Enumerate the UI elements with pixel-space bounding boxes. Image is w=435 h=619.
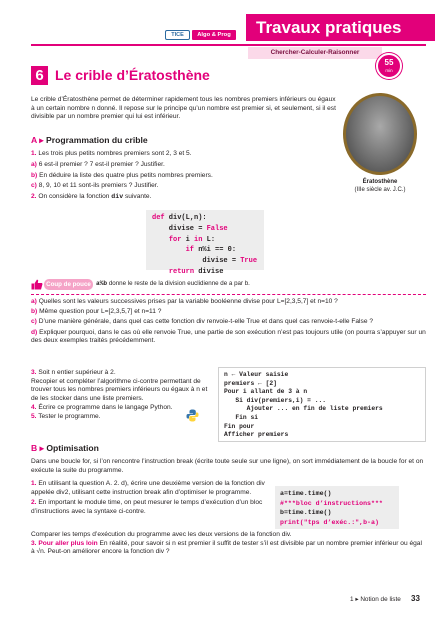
algo-line: Ajouter ... en fin de liste premiers [224,405,383,413]
code-line: def div(L,n): [152,214,207,222]
question-4: 4. Écrire ce programme dans le langage Python. [31,403,173,411]
question-b3: 3. Pour aller plus loin En réalité, pour savoir si n est premier il suffit de tester s’il est divisible par un nombre premier inférieur ou égal à √n. Peut-on améliorer encore la fonction div ? [31,539,422,556]
timer-value: 55 [384,58,394,67]
question-2c: c) D’une manière générale, dans quel cas cette fonction div renvoie-t-elle True et dans quel cas renvoie-t-elle False ? [31,318,373,326]
code-line: b=time.time() [280,509,332,517]
question-5: 5. Tester le programme. [31,412,101,420]
question-2b: b) Même question pour L=[2,3,5,7] et n=11 ? [31,308,162,316]
code-line: divise = False [152,224,228,233]
code-line: #***bloc d’instructions*** [280,499,383,507]
banner-tab [406,14,435,41]
tip-divider [31,294,426,295]
section-a-questions [31,150,331,204]
play-arrow-icon: ▸ [39,443,44,453]
portrait-century: (IIIe siècle av. J.C.) [354,186,406,193]
question-1c: c) 8, 9, 10 et 11 sont-ils premiers ? Justifier. [31,182,159,190]
section-b-heading [31,443,99,454]
question-1b: b) En déduire la liste des quatre plus petits nombres premiers. [31,171,213,179]
section-b-tail [31,531,426,557]
algo-line: Afficher premiers [224,431,289,439]
question-1a: a) 6 est-il premier ? 7 est-il premier ? Justifier. [31,160,165,168]
timer-badge [376,53,402,79]
section-b-letter: B [31,443,38,453]
question-1: 1. Les trois plus petits nombres premiers sont 2, 3 et 5. [31,150,192,157]
section-b-intro: Dans une boucle for, si l’on rencontre l’instruction break (écrite toute seule sur une ligne), on sort immédiatement de la boucle for et on exécute la suite du programme. [31,458,424,474]
coup-de-pouce-badge: Coup de pouce [44,279,93,290]
section-a-letter: A [31,135,37,145]
tice-badge: TICE [165,30,190,40]
timer-unit: min [385,68,393,73]
algo-line: n ← Valeur saisie [224,371,289,378]
compare-text: Comparer les temps d’exécution du programme avec les deux versions de la fonction div. [31,531,292,538]
code-line: print("tps d’exéc.:",b-a) [280,518,379,526]
code-line: if n%i == 0: [185,246,237,255]
code-line: a=time.time() [280,490,332,497]
algo-line: Pour i allant de 3 à n [224,388,308,396]
div-function-code [146,210,264,276]
algo-prog-badge: Algo & Prog [192,30,236,40]
thumbs-up-icon [31,279,43,290]
algo-line: Si div(premiers,i) = ... [224,396,327,404]
portrait-name: Ératosthène [362,179,398,185]
section-a-title: Programmation du crible [46,135,148,145]
sieve-algorithm [218,367,426,442]
intro-paragraph: Le crible d’Ératosthène permet de déterminer rapidement tous les nombres premiers inférieurs ou égaux à un certain nombre n donné. Il repose sur le principe qu’un nombre est premier si, et seulement, si il est divisible par un nombre premier qui lui est inférieur. [31,96,336,121]
code-line: divise = True [152,257,258,266]
exercise-title: Le crible d’Ératosthène [55,67,210,83]
section-b-questions [31,480,269,516]
code-line: for i in L: [168,235,216,244]
chapter-footer: 1 ▸ Notion de liste [350,596,401,603]
time-measure-code [275,486,399,529]
play-arrow-icon: ▸ [39,135,44,145]
section-b-title: Optimisation [46,443,99,453]
portrait-caption [338,179,422,195]
tip-text: a%b donne le reste de la division euclidienne de a par b. [96,280,250,287]
question-b2: 2. En important le module time, on peut mesurer le temps d’exécution d’un bloc d’instructions avec la syntaxe ci-contre. [31,498,263,515]
algo-line: Fin si [224,413,259,421]
eratosthenes-portrait [343,93,417,175]
algo-line: Fin pour [224,422,255,430]
algo-line: premiers ← [2] [224,379,277,387]
question-2: 2. On considère la fonction div suivante. [31,193,152,201]
question-3: 3. Soit n entier supérieur à 2. [31,369,116,376]
section-a-subquestions [31,298,426,348]
question-2a: a) Quelles sont les valeurs successives prises par la variable booléenne divise pour L=[2,3,5,7] et n=10 ? [31,298,338,305]
code-line: return divise [168,267,224,276]
page-number: 33 [411,594,420,603]
exercise-number: 6 [31,66,48,85]
travaux-pratiques-banner: Travaux pratiques [246,14,406,41]
section-a-heading [31,135,148,146]
question-2d: d) Expliquer pourquoi, dans le cas où elle renvoie True, une partie de son exécution n’est pas toujours utile (on pourra s’appuyer sur un des deux exemples traités précédemment. [31,328,426,345]
competences-label: Chercher-Calculer-Raisonner [248,47,382,59]
question-3-text: Recopier et compléter l’algorithme ci-contre permettant de trouver tous les nombres premiers inférieurs ou égaux à n et de les stocker dans une liste premiers. [31,377,208,403]
python-logo-icon [186,409,199,422]
question-b1: 1. En utilisant la question A. 2. d), écrire une deuxième version de la fonction div appelée div2, utilisant cette instruction break afin d’optimiser le programme. [31,480,265,496]
header-rule [31,44,426,46]
